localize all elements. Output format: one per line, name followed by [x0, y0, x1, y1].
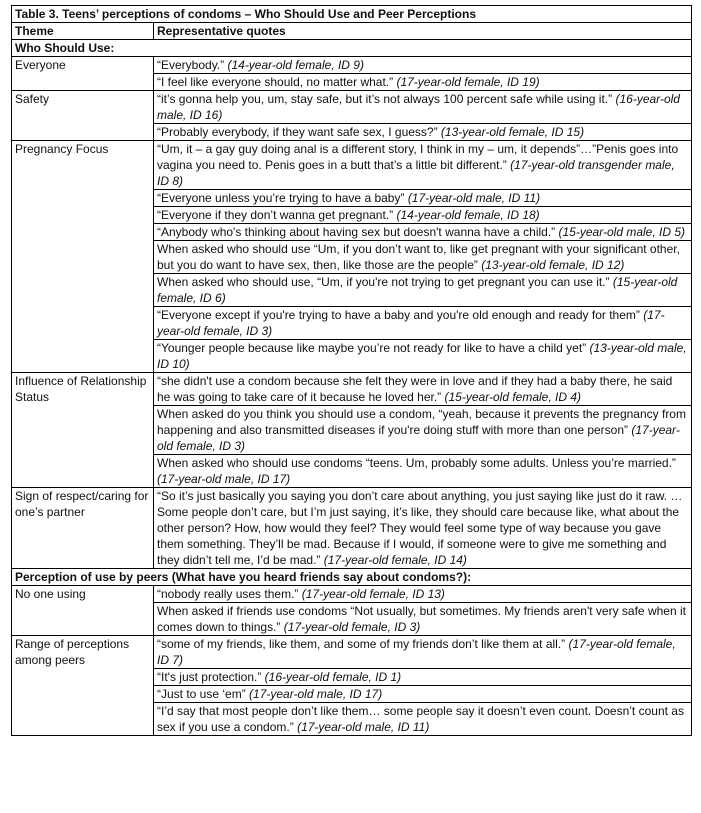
quote-attribution: (17-year-old female, ID 3)	[157, 308, 665, 338]
quote-attribution: (16-year-old male, ID 16)	[157, 92, 680, 122]
quote-text: “some of my friends, like them, and some of my friends don’t like them at all.”	[157, 637, 569, 651]
theme-cell: Influence of Relationship Status	[12, 373, 154, 488]
theme-cell: Range of perceptions among peers	[12, 636, 154, 736]
table-row	[12, 488, 692, 569]
quote-cell	[154, 488, 692, 569]
quote-attribution: (16-year-old female, ID 1)	[264, 670, 402, 684]
quote-text: When asked if friends use condoms “Not usually, but sometimes. My friends aren't very safe when it comes down to things.”	[157, 604, 686, 634]
quote-attribution: (13-year-old male, ID 10)	[157, 341, 687, 371]
quote-text: “Anybody who's thinking about having sex but doesn't wanna have a child.”	[157, 225, 559, 239]
quote-attribution: (13-year-old female, ID 12)	[481, 258, 625, 272]
quote-attribution: (17-year-old female, ID 13)	[301, 587, 445, 601]
quote-cell	[154, 274, 692, 307]
theme-cell: Safety	[12, 91, 154, 141]
quote-text: “Everybody.”	[157, 58, 228, 72]
quote-cell	[154, 207, 692, 224]
quote-cell	[154, 307, 692, 340]
quote-text: “Everyone except if you're trying to have a baby and you're old enough and ready for them”	[157, 308, 644, 322]
quote-attribution: (17-year-old female, ID 7)	[157, 637, 676, 667]
table-row	[12, 373, 692, 406]
quote-attribution: (17-year-old female, ID 3)	[157, 423, 680, 453]
quote-attribution: (14-year-old female, ID 18)	[396, 208, 540, 222]
quote-cell	[154, 91, 692, 124]
quote-cell	[154, 636, 692, 669]
quote-text: “Younger people because like maybe you’re not ready for like to have a child yet”	[157, 341, 590, 355]
section-title: Perception of use by peers (What have you heard friends say about condoms?):	[12, 569, 692, 586]
section-title: Who Should Use:	[12, 40, 692, 57]
theme-header: Theme	[12, 23, 154, 40]
quote-text: “So it’s just basically you saying you don’t care about anything, you just saying like just do it raw. … Some people don’t care, but I’m just saying, it’s like, they should care because like, what about the other person? How, how would they feel? They would feel some type of way because you gave them something. They’ll be mad. Because if I would, if someone were to give me something and they didn’t tell me, I’d be mad.”	[157, 489, 683, 567]
quote-text: “Um, it – a gay guy doing anal is a different story, I think in my – um, it depends”…”Penis goes into vagina you need to. Penis goes in a butt that’s a little bit different.”	[157, 142, 679, 172]
table-row	[12, 586, 692, 603]
section-row	[12, 40, 692, 57]
quote-cell	[154, 703, 692, 736]
quote-cell	[154, 190, 692, 207]
table-caption: Table 3. Teens’ perceptions of condoms – Who Should Use and Peer Perceptions	[12, 6, 692, 23]
quote-text: When asked who should use, “Um, if you're not trying to get pregnant you can use it.”	[157, 275, 613, 289]
quote-attribution: (17-year-old male, ID 17)	[249, 687, 383, 701]
quote-cell	[154, 224, 692, 241]
quote-text: “Probably everybody, if they want safe sex, I guess?”	[157, 125, 441, 139]
quote-attribution: (15-year-old female, ID 6)	[157, 275, 678, 305]
quote-text: When asked who should use condoms “teens. Um, probably some adults. Unless you’re married.”	[157, 456, 676, 470]
quote-text: “Everyone unless you’re trying to have a baby”	[157, 191, 408, 205]
table-row	[12, 141, 692, 190]
table-body	[12, 6, 692, 736]
quote-cell	[154, 406, 692, 455]
quote-text: When asked who should use “Um, if you don’t want to, like get pregnant with your significant other, but you do want to have sex, then, like those are the people”	[157, 242, 680, 272]
quote-text: “nobody really uses them.”	[157, 587, 302, 601]
quote-cell	[154, 241, 692, 274]
table-row	[12, 636, 692, 669]
quotes-header: Representative quotes	[154, 23, 692, 40]
quote-cell	[154, 141, 692, 190]
quote-attribution: (17-year-old female, ID 19)	[396, 75, 540, 89]
quote-cell	[154, 373, 692, 406]
quote-attribution: (15-year-old female, ID 4)	[444, 390, 582, 404]
quote-text: “I feel like everyone should, no matter what.”	[157, 75, 397, 89]
quote-cell	[154, 124, 692, 141]
quote-attribution: (15-year-old male, ID 5)	[558, 225, 686, 239]
quote-text: When asked do you think you should use a condom, “yeah, because it prevents the pregnancy from happening and also transmitted diseases if you're doing stuff with more than one person”	[157, 407, 686, 437]
quote-text: “she didn't use a condom because she felt they were in love and if they had a baby there, he said he was going to take care of it because he loved her.”	[157, 374, 673, 404]
quote-cell	[154, 669, 692, 686]
quote-cell	[154, 57, 692, 74]
quote-cell	[154, 340, 692, 373]
quote-text: “It's just protection.”	[157, 670, 265, 684]
quote-text: “it’s gonna help you, um, stay safe, but it’s not always 100 percent safe while using it.”	[157, 92, 616, 106]
quote-text: “I’d say that most people don’t like them… some people say it doesn’t even count. Doesn’t count as sex if you use a condom.”	[157, 704, 684, 734]
section-row	[12, 569, 692, 586]
theme-cell: Pregnancy Focus	[12, 141, 154, 373]
quote-attribution: (17-year-old male, ID 11)	[297, 720, 430, 734]
quote-cell	[154, 686, 692, 703]
theme-cell: No one using	[12, 586, 154, 636]
quote-attribution: (17-year-old female, ID 14)	[323, 553, 467, 567]
quote-cell	[154, 603, 692, 636]
quote-attribution: (17-year-old male, ID 11)	[407, 191, 541, 205]
quote-attribution: (17-year-old male, ID 17)	[157, 472, 291, 486]
quote-attribution: (17-year-old transgender male, ID 8)	[157, 158, 675, 188]
theme-cell: Everyone	[12, 57, 154, 91]
quote-cell	[154, 455, 692, 488]
table-row	[12, 57, 692, 74]
quote-attribution: (13-year-old female, ID 15)	[440, 125, 585, 139]
theme-cell: Sign of respect/caring for one’s partner	[12, 488, 154, 569]
quote-attribution: (14-year-old female, ID 9)	[227, 58, 364, 72]
quote-cell	[154, 74, 692, 91]
quote-cell	[154, 586, 692, 603]
quote-attribution: (17-year-old female, ID 3)	[283, 620, 421, 634]
perceptions-table	[11, 5, 692, 736]
quote-text: “Just to use ‘em”	[157, 687, 250, 701]
caption-row	[12, 6, 692, 23]
quote-text: “Everyone if they don’t wanna get pregnant.”	[157, 208, 397, 222]
table-row	[12, 91, 692, 124]
header-row	[12, 23, 692, 40]
